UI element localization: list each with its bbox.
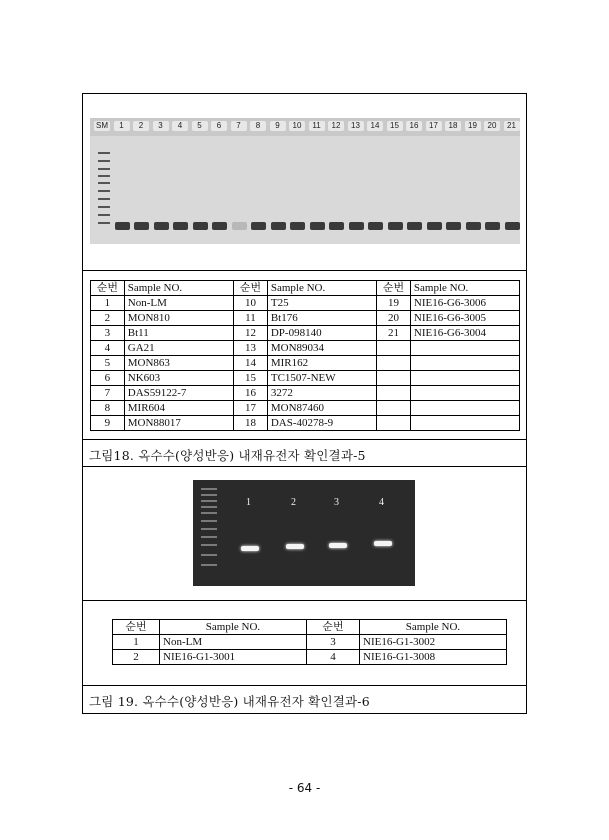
table-row	[91, 401, 520, 416]
gel-band	[388, 222, 403, 230]
gel-electrophoresis-image-2	[193, 480, 415, 586]
figure-caption-19: 그림 19. 옥수수(양성반응) 내재유전자 확인결과-6	[89, 694, 370, 709]
table-cell: NIE16-G6-3004	[410, 326, 519, 341]
lane-label: 10	[289, 121, 305, 131]
header-cell: 순번	[234, 281, 268, 296]
ladder-band	[98, 222, 110, 224]
table-row	[91, 311, 520, 326]
lane-label: 3	[334, 497, 339, 508]
gel-electrophoresis-image-1	[90, 118, 520, 244]
header-cell: Sample NO.	[360, 620, 507, 635]
ladder-band	[201, 488, 217, 490]
divider	[83, 270, 526, 271]
lane-label: 20	[484, 121, 500, 131]
table-cell: TC1507-NEW	[267, 371, 376, 386]
table-cell	[377, 416, 411, 431]
table-cell: Bt11	[124, 326, 233, 341]
ladder-band	[98, 152, 110, 154]
table-cell: NIE16-G1-3008	[360, 650, 507, 665]
table-cell: MIR604	[124, 401, 233, 416]
ladder-band	[201, 512, 217, 514]
lane-label: 19	[465, 121, 481, 131]
lane-label: 7	[231, 121, 247, 131]
figure-caption-18: 그림18. 옥수수(양성반응) 내재유전자 확인결과-5	[89, 448, 366, 463]
table-cell: 1	[113, 635, 160, 650]
table-cell: 4	[307, 650, 360, 665]
header-cell: Sample NO.	[410, 281, 519, 296]
ladder-band	[98, 206, 110, 208]
lane-label-size-marker: SM	[96, 121, 108, 130]
lane-label: 2	[291, 497, 296, 508]
gel-band	[374, 541, 392, 546]
table-row	[91, 326, 520, 341]
table-cell: NIE16-G6-3005	[410, 311, 519, 326]
gel-band	[232, 222, 247, 230]
table-cell: DP-098140	[267, 326, 376, 341]
table-cell: Non-LM	[124, 296, 233, 311]
gel-band	[134, 222, 149, 230]
table-row	[91, 296, 520, 311]
table-cell: MIR162	[267, 356, 376, 371]
header-cell: 순번	[91, 281, 125, 296]
ladder-band	[201, 500, 217, 502]
table-cell: 17	[234, 401, 268, 416]
gel-band	[329, 543, 347, 548]
lane-label: 15	[387, 121, 403, 131]
gel-band	[173, 222, 188, 230]
gel-band	[241, 546, 259, 551]
gel-band	[310, 222, 325, 230]
table-cell: 3272	[267, 386, 376, 401]
header-cell: Sample NO.	[160, 620, 307, 635]
lane-label: 4	[172, 121, 188, 131]
lane-label: 16	[406, 121, 422, 131]
table-cell: 13	[234, 341, 268, 356]
ladder-band	[201, 494, 217, 496]
table-cell: 6	[91, 371, 125, 386]
gel-band	[466, 222, 481, 230]
table-cell: 16	[234, 386, 268, 401]
gel-band	[427, 222, 442, 230]
table-cell	[377, 401, 411, 416]
table-row	[91, 371, 520, 386]
table-cell: 3	[91, 326, 125, 341]
table-cell: NIE16-G1-3002	[360, 635, 507, 650]
table-cell: DAS59122-7	[124, 386, 233, 401]
lane-label: 21	[504, 121, 520, 131]
table-cell: 8	[91, 401, 125, 416]
ladder-band	[98, 182, 110, 184]
table-row	[91, 341, 520, 356]
lane-label: 18	[445, 121, 461, 131]
ladder-band	[98, 214, 110, 216]
table-cell	[410, 416, 519, 431]
lane-label: 5	[192, 121, 208, 131]
gel-band	[329, 222, 344, 230]
gel-band	[193, 222, 208, 230]
ladder-band	[98, 160, 110, 162]
table-cell: 3	[307, 635, 360, 650]
table-cell: T25	[267, 296, 376, 311]
table-cell: 1	[91, 296, 125, 311]
table-cell	[410, 341, 519, 356]
table-cell	[410, 386, 519, 401]
gel-band	[286, 544, 304, 549]
gel-band	[349, 222, 364, 230]
page-number: - 64 -	[288, 781, 321, 795]
table-cell: Bt176	[267, 311, 376, 326]
gel-band	[271, 222, 286, 230]
ladder-band	[98, 175, 110, 177]
ladder-band	[201, 520, 217, 522]
table-row	[91, 416, 520, 431]
ladder-band	[201, 536, 217, 538]
gel-band	[407, 222, 422, 230]
table-cell: MON89034	[267, 341, 376, 356]
table-header-row	[91, 281, 520, 296]
ladder-band	[98, 198, 110, 200]
table-cell: DAS-40278-9	[267, 416, 376, 431]
table-cell: 19	[377, 296, 411, 311]
table-cell: 4	[91, 341, 125, 356]
table-cell: 9	[91, 416, 125, 431]
table-cell: 2	[91, 311, 125, 326]
table-cell: 14	[234, 356, 268, 371]
lane-label: 4	[379, 497, 384, 508]
header-cell: 순번	[307, 620, 360, 635]
header-cell: 순번	[113, 620, 160, 635]
lane-label: 8	[250, 121, 266, 131]
gel-band	[485, 222, 500, 230]
table-cell: Non-LM	[160, 635, 307, 650]
divider	[83, 439, 526, 440]
table-cell	[410, 356, 519, 371]
lane-label: 1	[246, 497, 251, 508]
lane-label: 3	[153, 121, 169, 131]
gel-band	[446, 222, 461, 230]
table-cell: 20	[377, 311, 411, 326]
gel-band	[251, 222, 266, 230]
header-cell: Sample NO.	[124, 281, 233, 296]
divider	[83, 600, 526, 601]
table-cell: NK603	[124, 371, 233, 386]
table-cell: MON88017	[124, 416, 233, 431]
table-cell	[377, 371, 411, 386]
ladder-band	[201, 554, 217, 556]
table-cell: 15	[234, 371, 268, 386]
table-cell: 11	[234, 311, 268, 326]
table-cell: MON87460	[267, 401, 376, 416]
table-cell: NIE16-G6-3006	[410, 296, 519, 311]
lane-label: 11	[309, 121, 325, 131]
table-row	[113, 650, 507, 665]
table-cell: MON863	[124, 356, 233, 371]
gel-band	[290, 222, 305, 230]
ladder-band	[98, 190, 110, 192]
sample-table-2	[112, 619, 507, 665]
header-cell: Sample NO.	[267, 281, 376, 296]
table-cell	[410, 371, 519, 386]
table-cell	[377, 386, 411, 401]
lane-label: 17	[426, 121, 442, 131]
gel-band	[368, 222, 383, 230]
table-cell: 18	[234, 416, 268, 431]
lane-label: 1	[114, 121, 130, 131]
ladder-band	[201, 544, 217, 546]
table-cell: 12	[234, 326, 268, 341]
gel-band	[115, 222, 130, 230]
lane-label: 6	[211, 121, 227, 131]
table-cell: 21	[377, 326, 411, 341]
table-cell: 10	[234, 296, 268, 311]
table-cell	[410, 401, 519, 416]
table-cell: 5	[91, 356, 125, 371]
table-cell	[377, 356, 411, 371]
lane-label: 13	[348, 121, 364, 131]
divider	[83, 466, 526, 467]
gel-band	[154, 222, 169, 230]
table-cell	[377, 341, 411, 356]
table-header-row	[113, 620, 507, 635]
lane-label: 9	[270, 121, 286, 131]
ladder-band	[201, 564, 217, 566]
table-row	[91, 386, 520, 401]
lane-label: 12	[328, 121, 344, 131]
table-cell: GA21	[124, 341, 233, 356]
table-row	[91, 356, 520, 371]
lane-label: 14	[367, 121, 383, 131]
table-row	[113, 635, 507, 650]
gel-band	[505, 222, 520, 230]
figure-frame	[82, 93, 527, 714]
gel-band	[212, 222, 227, 230]
sample-table-1	[90, 280, 520, 431]
ladder-band	[201, 506, 217, 508]
header-cell: 순번	[377, 281, 411, 296]
ladder-band	[98, 168, 110, 170]
divider	[83, 685, 526, 686]
table-cell: 7	[91, 386, 125, 401]
lane-label: 2	[133, 121, 149, 131]
table-cell: NIE16-G1-3001	[160, 650, 307, 665]
table-cell: 2	[113, 650, 160, 665]
ladder-band	[201, 528, 217, 530]
table-cell: MON810	[124, 311, 233, 326]
